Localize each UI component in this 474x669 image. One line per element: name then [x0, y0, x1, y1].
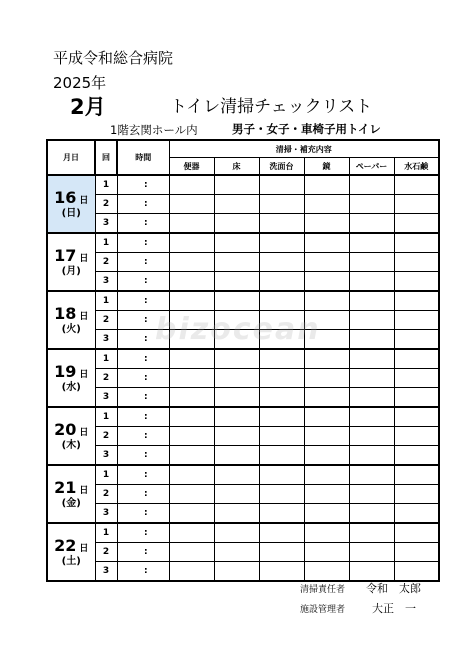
- check-cell[interactable]: [394, 233, 439, 253]
- time-separator: :: [144, 504, 169, 524]
- time-input-cell[interactable]: [117, 195, 144, 214]
- check-cell[interactable]: [304, 562, 349, 582]
- round-number: 2: [95, 485, 117, 504]
- time-input-cell[interactable]: [117, 291, 144, 311]
- check-cell[interactable]: [259, 388, 304, 408]
- time-separator: :: [144, 195, 169, 214]
- round-number: 1: [95, 465, 117, 485]
- check-cell[interactable]: [169, 543, 214, 562]
- day-suffix: 日: [79, 195, 89, 206]
- header-date: 月日: [47, 140, 95, 175]
- round-number: 1: [95, 407, 117, 427]
- check-cell[interactable]: [304, 407, 349, 427]
- day-block: [47, 407, 439, 465]
- check-cell[interactable]: [259, 195, 304, 214]
- time-separator: :: [144, 253, 169, 272]
- check-cell[interactable]: [349, 485, 394, 504]
- header-item: 水石鹸: [394, 158, 439, 176]
- time-input-cell[interactable]: [117, 175, 144, 195]
- weekday-label: (水): [61, 381, 81, 393]
- time-separator: :: [144, 485, 169, 504]
- table-header: [47, 140, 439, 175]
- day-block: [47, 233, 439, 291]
- weekday-label: (火): [61, 323, 81, 335]
- round-number: 3: [95, 504, 117, 524]
- check-cell[interactable]: [349, 272, 394, 292]
- check-cell[interactable]: [349, 504, 394, 524]
- time-input-cell[interactable]: [117, 407, 144, 427]
- table-row: [47, 543, 439, 562]
- check-cell[interactable]: [214, 388, 259, 408]
- watermark-logo: bizocean: [155, 312, 321, 347]
- check-cell[interactable]: [214, 407, 259, 427]
- check-cell[interactable]: [169, 291, 214, 311]
- check-cell[interactable]: [169, 253, 214, 272]
- time-separator: :: [144, 175, 169, 195]
- check-cell[interactable]: [214, 369, 259, 388]
- round-number: 3: [95, 214, 117, 234]
- header-round: 回: [95, 140, 117, 175]
- check-cell[interactable]: [349, 446, 394, 466]
- check-cell[interactable]: [349, 175, 394, 195]
- check-cell[interactable]: [169, 175, 214, 195]
- time-input-cell[interactable]: [117, 349, 144, 369]
- round-number: 2: [95, 369, 117, 388]
- date-cell: [47, 465, 95, 523]
- check-cell[interactable]: [259, 504, 304, 524]
- check-cell[interactable]: [394, 427, 439, 446]
- table-row: [47, 427, 439, 446]
- round-number: 1: [95, 175, 117, 195]
- day-block: [47, 175, 439, 233]
- check-cell[interactable]: [349, 369, 394, 388]
- check-cell[interactable]: [304, 175, 349, 195]
- round-number: 1: [95, 291, 117, 311]
- year-label: 2025年: [53, 74, 107, 92]
- check-cell[interactable]: [304, 195, 349, 214]
- round-number: 3: [95, 330, 117, 350]
- time-input-cell[interactable]: [117, 543, 144, 562]
- check-cell[interactable]: [169, 523, 214, 543]
- time-input-cell[interactable]: [117, 233, 144, 253]
- check-cell[interactable]: [394, 504, 439, 524]
- time-input-cell[interactable]: [117, 311, 144, 330]
- check-cell[interactable]: [259, 427, 304, 446]
- check-cell[interactable]: [169, 427, 214, 446]
- check-cell[interactable]: [169, 562, 214, 582]
- check-cell[interactable]: [169, 349, 214, 369]
- check-cell[interactable]: [169, 407, 214, 427]
- round-number: 2: [95, 253, 117, 272]
- check-cell[interactable]: [349, 195, 394, 214]
- check-cell[interactable]: [349, 214, 394, 234]
- responsible-label: 清掃責任者: [300, 585, 346, 595]
- table-row: [47, 465, 439, 485]
- header-time: 時間: [117, 140, 169, 175]
- check-cell[interactable]: [394, 330, 439, 350]
- round-number: 1: [95, 523, 117, 543]
- round-number: 2: [95, 195, 117, 214]
- check-cell[interactable]: [304, 349, 349, 369]
- round-number: 3: [95, 272, 117, 292]
- check-cell[interactable]: [349, 291, 394, 311]
- check-cell[interactable]: [214, 465, 259, 485]
- day-block: [47, 349, 439, 407]
- time-separator: :: [144, 214, 169, 234]
- header-cleaning-group: 清掃・補充内容: [169, 140, 439, 158]
- check-cell[interactable]: [259, 175, 304, 195]
- check-cell[interactable]: [214, 446, 259, 466]
- check-cell[interactable]: [214, 485, 259, 504]
- date-cell: [47, 175, 95, 233]
- check-cell[interactable]: [349, 465, 394, 485]
- table-row: [47, 233, 439, 253]
- check-cell[interactable]: [349, 253, 394, 272]
- day-suffix: 日: [79, 311, 89, 322]
- check-cell[interactable]: [394, 562, 439, 582]
- time-separator: :: [144, 446, 169, 466]
- check-cell[interactable]: [259, 291, 304, 311]
- day-suffix: 日: [79, 369, 89, 380]
- check-cell[interactable]: [214, 272, 259, 292]
- weekday-label: (土): [61, 555, 81, 567]
- checklist-table: [46, 139, 440, 582]
- date-cell: [47, 407, 95, 465]
- check-cell[interactable]: [394, 253, 439, 272]
- check-cell[interactable]: [214, 349, 259, 369]
- day-number: 16: [54, 187, 77, 207]
- table-row: [47, 485, 439, 504]
- table-row: [47, 446, 439, 466]
- check-cell[interactable]: [349, 427, 394, 446]
- check-cell[interactable]: [214, 233, 259, 253]
- check-cell[interactable]: [214, 543, 259, 562]
- round-number: 1: [95, 349, 117, 369]
- time-separator: :: [144, 349, 169, 369]
- check-cell[interactable]: [259, 272, 304, 292]
- check-cell[interactable]: [304, 253, 349, 272]
- check-cell[interactable]: [304, 465, 349, 485]
- check-cell[interactable]: [214, 175, 259, 195]
- toilet-type-label: 男子・女子・車椅子用トイレ: [232, 122, 381, 136]
- time-input-cell[interactable]: [117, 214, 144, 234]
- table-row: [47, 388, 439, 408]
- check-cell[interactable]: [394, 175, 439, 195]
- check-cell[interactable]: [259, 369, 304, 388]
- header-item: 鏡: [304, 158, 349, 176]
- table-row: [47, 504, 439, 524]
- check-cell[interactable]: [304, 523, 349, 543]
- table-row: [47, 562, 439, 582]
- time-input-cell[interactable]: [117, 253, 144, 272]
- day-number: 18: [54, 303, 77, 323]
- day-suffix: 日: [79, 485, 89, 496]
- check-cell[interactable]: [349, 349, 394, 369]
- round-number: 2: [95, 427, 117, 446]
- time-input-cell[interactable]: [117, 485, 144, 504]
- check-cell[interactable]: [394, 291, 439, 311]
- weekday-label: (月): [61, 265, 81, 277]
- round-number: 3: [95, 446, 117, 466]
- date-cell: [47, 291, 95, 349]
- check-cell[interactable]: [349, 407, 394, 427]
- weekday-label: (金): [61, 497, 81, 509]
- check-cell[interactable]: [394, 311, 439, 330]
- check-cell[interactable]: [304, 291, 349, 311]
- round-number: 3: [95, 562, 117, 582]
- check-cell[interactable]: [304, 388, 349, 408]
- check-cell[interactable]: [214, 291, 259, 311]
- weekday-label: (木): [61, 439, 81, 451]
- check-cell[interactable]: [169, 272, 214, 292]
- day-suffix: 日: [79, 253, 89, 264]
- check-cell[interactable]: [169, 214, 214, 234]
- table-row: [47, 291, 439, 311]
- check-cell[interactable]: [304, 504, 349, 524]
- time-separator: :: [144, 272, 169, 292]
- time-input-cell[interactable]: [117, 330, 144, 350]
- weekday-label: (日): [61, 207, 81, 219]
- header-item: 便器: [169, 158, 214, 176]
- time-separator: :: [144, 407, 169, 427]
- check-cell[interactable]: [169, 504, 214, 524]
- check-cell[interactable]: [169, 233, 214, 253]
- check-cell[interactable]: [394, 195, 439, 214]
- table-row: [47, 407, 439, 427]
- table-row: [47, 272, 439, 292]
- check-cell[interactable]: [259, 407, 304, 427]
- day-block: [47, 465, 439, 523]
- check-cell[interactable]: [214, 427, 259, 446]
- date-cell: [47, 349, 95, 407]
- day-suffix: 日: [79, 543, 89, 554]
- round-number: 3: [95, 388, 117, 408]
- check-cell[interactable]: [169, 465, 214, 485]
- day-block: [47, 523, 439, 581]
- time-separator: :: [144, 233, 169, 253]
- check-cell[interactable]: [259, 465, 304, 485]
- day-number: 19: [54, 361, 77, 381]
- responsible-name: 令和 太郎: [366, 582, 421, 595]
- time-input-cell[interactable]: [117, 523, 144, 543]
- check-cell[interactable]: [304, 543, 349, 562]
- hospital-name: 平成令和総合病院: [53, 49, 174, 67]
- time-separator: :: [144, 562, 169, 582]
- table-row: [47, 369, 439, 388]
- check-cell[interactable]: [394, 272, 439, 292]
- check-cell[interactable]: [304, 446, 349, 466]
- time-separator: :: [144, 369, 169, 388]
- check-cell[interactable]: [349, 388, 394, 408]
- time-input-cell[interactable]: [117, 465, 144, 485]
- check-cell[interactable]: [394, 523, 439, 543]
- table-row: [47, 214, 439, 234]
- time-separator: :: [144, 427, 169, 446]
- check-cell[interactable]: [259, 446, 304, 466]
- check-cell[interactable]: [214, 562, 259, 582]
- time-separator: :: [144, 330, 169, 350]
- location-label: 1階玄関ホール内: [110, 123, 198, 137]
- check-cell[interactable]: [394, 543, 439, 562]
- header-item: ペーパー: [349, 158, 394, 176]
- sheet-title: トイレ清掃チェックリスト: [170, 97, 373, 117]
- check-cell[interactable]: [169, 446, 214, 466]
- check-cell[interactable]: [169, 195, 214, 214]
- round-number: 2: [95, 311, 117, 330]
- time-separator: :: [144, 311, 169, 330]
- round-number: 2: [95, 543, 117, 562]
- check-cell[interactable]: [169, 369, 214, 388]
- check-cell[interactable]: [394, 388, 439, 408]
- time-separator: :: [144, 543, 169, 562]
- check-cell[interactable]: [349, 543, 394, 562]
- check-cell[interactable]: [394, 446, 439, 466]
- header-item: 洗面台: [259, 158, 304, 176]
- check-cell[interactable]: [349, 233, 394, 253]
- time-input-cell[interactable]: [117, 427, 144, 446]
- date-cell: [47, 523, 95, 581]
- table-row: [47, 349, 439, 369]
- check-cell[interactable]: [259, 214, 304, 234]
- month-label: 2月: [70, 95, 106, 119]
- time-input-cell[interactable]: [117, 446, 144, 466]
- date-cell: [47, 233, 95, 291]
- check-cell[interactable]: [259, 253, 304, 272]
- round-number: 1: [95, 233, 117, 253]
- day-number: 21: [54, 477, 77, 497]
- check-cell[interactable]: [349, 562, 394, 582]
- time-separator: :: [144, 388, 169, 408]
- check-cell[interactable]: [259, 562, 304, 582]
- check-cell[interactable]: [394, 407, 439, 427]
- day-number: 22: [54, 535, 77, 555]
- manager-label: 施設管理者: [300, 605, 346, 615]
- check-cell[interactable]: [214, 195, 259, 214]
- day-number: 20: [54, 419, 77, 439]
- check-cell[interactable]: [304, 214, 349, 234]
- check-cell[interactable]: [259, 543, 304, 562]
- check-cell[interactable]: [394, 349, 439, 369]
- check-cell[interactable]: [304, 485, 349, 504]
- check-cell[interactable]: [349, 523, 394, 543]
- check-cell[interactable]: [394, 369, 439, 388]
- table-row: [47, 175, 439, 195]
- check-cell[interactable]: [349, 330, 394, 350]
- check-cell[interactable]: [169, 485, 214, 504]
- time-input-cell[interactable]: [117, 388, 144, 408]
- table-row: [47, 523, 439, 543]
- check-cell[interactable]: [259, 485, 304, 504]
- day-number: 17: [54, 245, 77, 265]
- check-cell[interactable]: [304, 427, 349, 446]
- header-item: 床: [214, 158, 259, 176]
- check-cell[interactable]: [349, 311, 394, 330]
- manager-name: 大正 一: [372, 602, 416, 615]
- check-cell[interactable]: [394, 465, 439, 485]
- time-input-cell[interactable]: [117, 369, 144, 388]
- check-cell[interactable]: [304, 272, 349, 292]
- table-row: [47, 195, 439, 214]
- check-cell[interactable]: [214, 214, 259, 234]
- check-cell[interactable]: [259, 523, 304, 543]
- check-cell[interactable]: [304, 369, 349, 388]
- table-row: [47, 253, 439, 272]
- time-separator: :: [144, 465, 169, 485]
- check-cell[interactable]: [259, 233, 304, 253]
- check-cell[interactable]: [304, 233, 349, 253]
- check-cell[interactable]: [394, 485, 439, 504]
- check-cell[interactable]: [259, 349, 304, 369]
- time-input-cell[interactable]: [117, 504, 144, 524]
- check-cell[interactable]: [214, 253, 259, 272]
- time-separator: :: [144, 291, 169, 311]
- check-cell[interactable]: [214, 523, 259, 543]
- check-cell[interactable]: [394, 214, 439, 234]
- check-cell[interactable]: [169, 388, 214, 408]
- time-separator: :: [144, 523, 169, 543]
- check-cell[interactable]: [214, 504, 259, 524]
- time-input-cell[interactable]: [117, 272, 144, 292]
- time-input-cell[interactable]: [117, 562, 144, 582]
- day-suffix: 日: [79, 427, 89, 438]
